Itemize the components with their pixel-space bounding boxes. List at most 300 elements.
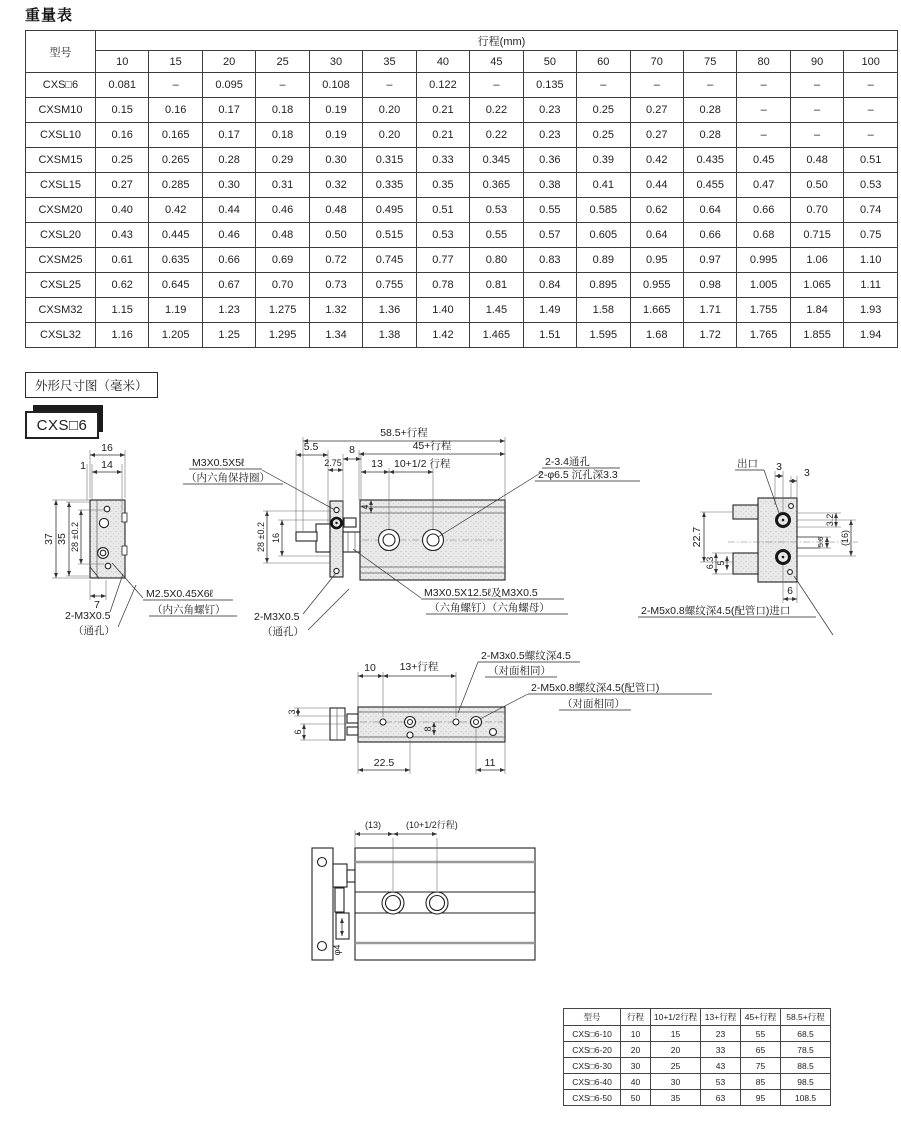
stroke-col-header: 80 [737,51,790,73]
top-dim-225: 22.5 [373,757,395,769]
weight-cell: – [630,73,683,98]
weight-cell: 1.465 [470,323,523,348]
front-hole-mid [99,518,108,527]
weight-cell: 0.23 [523,98,576,123]
model-cell: CXSL15 [26,173,96,198]
weight-cell: 0.57 [523,223,576,248]
front-dim-28: 28 ±0.2 [70,522,80,552]
weight-cell: 1.855 [790,323,843,348]
weight-cell: 1.16 [96,323,149,348]
weight-cell: 0.39 [577,148,630,173]
weight-table-row [26,123,898,148]
value-cell: 78.5 [781,1042,831,1058]
weight-cell: 0.165 [149,123,202,148]
value-cell: 43 [701,1058,741,1074]
weight-cell: 0.64 [683,198,736,223]
weight-table-row [26,73,898,98]
weight-table-row [26,248,898,273]
weight-cell: 0.68 [737,223,790,248]
weight-cell: 0.53 [470,198,523,223]
weight-cell: 0.31 [256,173,309,198]
side-dim-10half: 10+1/2 行程 [394,458,451,470]
weight-cell: 0.53 [416,223,469,248]
front-label-m3-through-2: （通孔） [73,625,115,637]
weight-cell: 0.50 [790,173,843,198]
weight-cell: – [844,123,898,148]
weight-cell: 0.515 [363,223,416,248]
weight-table-row [26,173,898,198]
weight-cell: – [790,123,843,148]
model-cell: CXSL32 [26,323,96,348]
weight-cell: 1.32 [309,298,362,323]
weight-table-row [26,223,898,248]
weight-cell: 0.605 [577,223,630,248]
top-view [287,649,712,774]
weight-cell: 0.21 [416,123,469,148]
weight-cell: 0.97 [683,248,736,273]
weight-cell: 1.34 [309,323,362,348]
weight-cell: – [844,98,898,123]
weight-cell: 1.23 [202,298,255,323]
port-dim-56: 5.6 [816,536,825,548]
stroke-table-body [564,1026,831,1106]
top-dim-10: 10 [364,662,376,674]
port-dim-6: 6 [787,585,793,597]
weight-cell: 0.995 [737,248,790,273]
weight-cell: 0.55 [470,223,523,248]
weight-cell: 1.42 [416,323,469,348]
stroke-col-header: 25 [256,51,309,73]
weight-cell: 1.36 [363,298,416,323]
weight-cell: 0.285 [149,173,202,198]
side-dim-275: 2.75 [324,458,342,468]
weight-cell: 0.29 [256,148,309,173]
side-dim-55: 5.5 [303,441,319,453]
side-dim-28: 28 ±0.2 [256,522,266,552]
front-dim-7: 7 [94,599,100,611]
weight-cell: 0.365 [470,173,523,198]
weight-cell: 0.53 [844,173,898,198]
dimension-drawing [0,425,901,1005]
weight-cell: 0.18 [256,123,309,148]
model-cell: CXS□6 [26,73,96,98]
weight-cell: 0.44 [630,173,683,198]
value-cell: 20 [621,1042,651,1058]
weight-cell: 0.48 [256,223,309,248]
front-dim-37: 37 [43,533,55,545]
port-dim-16p: (16) [840,529,850,547]
weight-cell: 1.84 [790,298,843,323]
weight-cell: 0.645 [149,273,202,298]
value-cell: 65 [741,1042,781,1058]
top-dim-6: 6 [293,729,303,735]
weight-cell: – [737,73,790,98]
weight-table-colrow [26,51,898,73]
weight-cell: 0.755 [363,273,416,298]
weight-cell: 0.44 [202,198,255,223]
weight-cell: 0.98 [683,273,736,298]
weight-cell: 0.22 [470,123,523,148]
weight-cell: 1.665 [630,298,683,323]
weight-cell: 0.21 [416,98,469,123]
weight-cell: 1.275 [256,298,309,323]
stroke-col-header: 15 [149,51,202,73]
value-cell: 88.5 [781,1058,831,1074]
weight-cell: 0.42 [149,198,202,223]
weight-cell: 0.20 [363,123,416,148]
weight-cell: 0.43 [96,223,149,248]
value-cell: 15 [651,1026,701,1042]
value-cell: 68.5 [781,1026,831,1042]
weight-cell: 0.70 [790,198,843,223]
weight-cell: 0.585 [577,198,630,223]
stroke-col-header: 45 [470,51,523,73]
port-dim-3a: 3 [776,461,782,473]
weight-cell: 0.28 [683,123,736,148]
weight-cell: 0.70 [256,273,309,298]
weight-cell: 1.06 [790,248,843,273]
weight-cell: 0.335 [363,173,416,198]
weight-cell: 0.61 [96,248,149,273]
weight-cell: 0.635 [149,248,202,273]
side-label-retainer: M3X0.5X5ℓ [192,457,245,469]
weight-cell: 0.17 [202,98,255,123]
weight-table-row [26,198,898,223]
model-cell: CXSM20 [26,198,96,223]
weight-cell: 0.46 [256,198,309,223]
weight-cell: 0.66 [683,223,736,248]
model-cell: CXS□6-30 [564,1058,621,1074]
weight-cell: 1.51 [523,323,576,348]
value-cell: 33 [701,1042,741,1058]
stroke-header: 行程(mm) [96,31,898,51]
weight-cell: 0.35 [416,173,469,198]
weight-cell: 0.455 [683,173,736,198]
weight-cell: 0.25 [577,123,630,148]
weight-cell: 0.16 [149,98,202,123]
bottom-dim-phi4: φ4 [332,944,342,956]
weight-cell: 1.58 [577,298,630,323]
model-cell: CXSL10 [26,123,96,148]
weight-cell: 1.94 [844,323,898,348]
value-cell: 25 [651,1058,701,1074]
side-label-hexbolt: M3X0.5X12.5ℓ及M3X0.5 [424,587,538,599]
value-cell: 75 [741,1058,781,1074]
stroke-col-header: 20 [202,51,255,73]
weight-cell: 1.595 [577,323,630,348]
weight-cell: 0.895 [577,273,630,298]
weight-cell: – [737,98,790,123]
stroke-col-header: 70 [630,51,683,73]
stroke-table-header: 10+1/2行程 [651,1009,701,1026]
value-cell: 20 [651,1042,701,1058]
weight-cell: 0.19 [309,123,362,148]
weight-cell: 0.28 [202,148,255,173]
weight-cell: 0.18 [256,98,309,123]
side-label-m3-through-2: （通孔） [262,626,304,638]
stroke-table-header: 13+行程 [701,1009,741,1026]
stroke-col-header: 75 [683,51,736,73]
weight-cell: 1.765 [737,323,790,348]
stroke-col-header: 100 [844,51,898,73]
stroke-table-header: 45+行程 [741,1009,781,1026]
weight-cell: 0.33 [416,148,469,173]
weight-cell: 1.10 [844,248,898,273]
weight-cell: 0.435 [683,148,736,173]
weight-cell: 0.72 [309,248,362,273]
weight-cell: 0.73 [309,273,362,298]
weight-cell: – [256,73,309,98]
top-label-m5tap: 2-M5x0.8螺纹深4.5(配管口) [531,682,660,694]
stroke-col-header: 90 [790,51,843,73]
weight-cell: 1.40 [416,298,469,323]
stroke-table-headrow [564,1009,831,1026]
side-dim-8: 8 [349,444,355,456]
top-dim-8: 8 [423,726,433,732]
weight-cell: 0.67 [202,273,255,298]
weight-cell: 0.51 [844,148,898,173]
side-label-counterbore: 2-φ6.5 沉孔深3.3 [538,469,618,481]
port-dim-227: 22.7 [691,526,703,548]
weight-cell: 0.15 [96,98,149,123]
front-dim-35: 35 [56,533,68,545]
stroke-col-header: 60 [577,51,630,73]
weight-cell: 0.45 [737,148,790,173]
weight-cell: 0.74 [844,198,898,223]
weight-cell: 0.095 [202,73,255,98]
weight-cell: 1.49 [523,298,576,323]
front-label-m3-through: 2-M3X0.5 [65,610,111,622]
weight-cell: 0.47 [737,173,790,198]
weight-cell: 1.45 [470,298,523,323]
weight-cell: 0.25 [96,148,149,173]
stroke-col-header: 40 [416,51,469,73]
weight-cell: 0.41 [577,173,630,198]
weight-cell: – [363,73,416,98]
weight-cell: 0.50 [309,223,362,248]
model-cell: CXSM32 [26,298,96,323]
weight-cell: 0.27 [96,173,149,198]
model-cell: CXS□6-50 [564,1090,621,1106]
weight-cell: – [577,73,630,98]
side-view [183,426,640,638]
model-cell: CXSM10 [26,98,96,123]
stroke-table-row [564,1042,831,1058]
value-cell: 30 [621,1058,651,1074]
weight-cell: 0.20 [363,98,416,123]
stroke-table-header: 58.5+行程 [781,1009,831,1026]
weight-cell: 0.84 [523,273,576,298]
value-cell: 40 [621,1074,651,1090]
bottom-view [312,819,535,960]
weight-cell: 1.205 [149,323,202,348]
side-dim-4: 4 [360,504,370,510]
side-label-retainer-2: （内六角保持圈） [186,472,270,484]
port-dim-5: 5 [716,560,726,566]
side-dim-16: 16 [271,532,281,544]
value-cell: 30 [651,1074,701,1090]
port-label-outlet: 出口 [737,458,758,470]
stroke-col-header: 30 [309,51,362,73]
weight-cell: 0.77 [416,248,469,273]
weight-cell: 0.28 [683,98,736,123]
weight-cell: – [683,73,736,98]
weight-cell: 0.75 [844,223,898,248]
stroke-table [563,1008,831,1106]
weight-table-row [26,273,898,298]
top-m3-tap-hole [453,719,459,725]
weight-cell: 0.27 [630,98,683,123]
bottom-dim-13p: (13) [364,820,382,830]
model-cell: CXSL20 [26,223,96,248]
weight-cell: 0.81 [470,273,523,298]
port-view [638,457,858,635]
weight-cell: 0.80 [470,248,523,273]
front-label-m25-screw-2: （内六角螺钉） [152,604,226,616]
side-hex-nut [343,532,360,552]
value-cell: 10 [621,1026,651,1042]
weight-cell: 0.22 [470,98,523,123]
stroke-table-row [564,1026,831,1042]
value-cell: 53 [701,1074,741,1090]
value-cell: 108.5 [781,1090,831,1106]
front-hole-top [104,506,110,512]
weight-table-row [26,98,898,123]
front-label-m25-screw: M2.5X0.45X6ℓ [146,588,214,600]
port-label-inlet: 2-M5x0.8螺纹深4.5(配管口)进口 [641,605,791,617]
top-label-m3tap-2: （对面相同） [488,665,551,677]
weight-cell: 0.66 [202,248,255,273]
weight-cell: 0.715 [790,223,843,248]
weight-cell: 0.081 [96,73,149,98]
model-badge: CXS□6 [25,411,99,439]
weight-cell: 0.42 [630,148,683,173]
weight-cell: 0.78 [416,273,469,298]
weight-cell: 0.23 [523,123,576,148]
port-dim-3b: 3 [804,467,810,479]
side-label-hexbolt-2: （六角螺钉）（六角螺母） [429,602,550,614]
top-dim-11: 11 [484,757,496,769]
value-cell: 98.5 [781,1074,831,1090]
side-dim-45: 45+行程 [412,440,452,452]
weight-cell: 0.64 [630,223,683,248]
weight-cell: 0.25 [577,98,630,123]
top-dim-13s: 13+行程 [399,661,439,673]
top-label-m5tap-2: （对面相同） [562,698,625,710]
weight-cell: 0.48 [790,148,843,173]
weight-cell: 1.71 [683,298,736,323]
weight-cell: 1.005 [737,273,790,298]
side-label-m3-through: 2-M3X0.5 [254,611,300,623]
weight-table [25,30,898,348]
weight-cell: 0.30 [309,148,362,173]
weight-cell: 0.17 [202,123,255,148]
weight-cell: 0.62 [630,198,683,223]
weight-cell: 0.265 [149,148,202,173]
weight-cell: 0.46 [202,223,255,248]
weight-cell: 1.295 [256,323,309,348]
weight-cell: 0.135 [523,73,576,98]
weight-cell: 1.065 [790,273,843,298]
weight-cell: 0.32 [309,173,362,198]
stroke-col-header: 50 [523,51,576,73]
model-column-header: 型号 [26,31,96,73]
stroke-col-header: 35 [363,51,416,73]
weight-cell: 0.27 [630,123,683,148]
side-dim-13: 13 [371,458,383,470]
stroke-table-row [564,1058,831,1074]
weight-cell: – [790,73,843,98]
weight-cell: 0.16 [96,123,149,148]
stroke-table-header: 行程 [621,1009,651,1026]
value-cell: 35 [651,1090,701,1106]
side-label-through-hole: 2-3.4通孔 [545,456,590,468]
weight-table-row [26,148,898,173]
weight-cell: 1.755 [737,298,790,323]
weight-cell: 0.55 [523,198,576,223]
weight-cell: 0.48 [309,198,362,223]
dimension-section-label: 外形尺寸图（毫米） [25,372,158,398]
weight-cell: 0.89 [577,248,630,273]
weight-table-row [26,298,898,323]
front-dim-14: 14 [101,459,113,471]
weight-cell: 0.51 [416,198,469,223]
model-cell: CXS□6-20 [564,1042,621,1058]
stroke-col-header: 10 [96,51,149,73]
weight-cell: – [737,123,790,148]
port-dim-32: 3.2 [825,513,835,527]
model-cell: CXS□6-10 [564,1026,621,1042]
weight-table-row [26,323,898,348]
weight-cell: 0.19 [309,98,362,123]
value-cell: 85 [741,1074,781,1090]
weight-cell: 0.122 [416,73,469,98]
top-dim-3: 3 [287,709,297,715]
weight-cell: 1.93 [844,298,898,323]
weight-cell: 1.15 [96,298,149,323]
value-cell: 50 [621,1090,651,1106]
value-cell: 55 [741,1026,781,1042]
weight-cell: 1.11 [844,273,898,298]
weight-cell: 0.445 [149,223,202,248]
front-dim-1: 1 [80,460,86,472]
weight-cell: – [844,73,898,98]
weight-cell: 1.19 [149,298,202,323]
weight-table-body [26,73,898,348]
front-hole-bottom [105,563,111,569]
stroke-table-header: 型号 [564,1009,621,1026]
weight-cell: 1.68 [630,323,683,348]
weight-cell: 0.66 [737,198,790,223]
weight-cell: – [149,73,202,98]
weight-cell: 0.108 [309,73,362,98]
top-label-m3tap: 2-M3x0.5螺纹深4.5 [481,650,571,662]
weight-cell: 0.315 [363,148,416,173]
weight-cell: 0.95 [630,248,683,273]
weight-cell: 0.83 [523,248,576,273]
weight-cell: 0.30 [202,173,255,198]
value-cell: 63 [701,1090,741,1106]
port-dim-63: 6.3 [705,556,715,570]
weight-cell: 0.40 [96,198,149,223]
weight-cell: 0.495 [363,198,416,223]
weight-cell: – [470,73,523,98]
weight-cell: 0.69 [256,248,309,273]
stroke-table-row [564,1090,831,1106]
stroke-table-row [564,1074,831,1090]
model-cell: CXSM15 [26,148,96,173]
model-cell: CXSM25 [26,248,96,273]
